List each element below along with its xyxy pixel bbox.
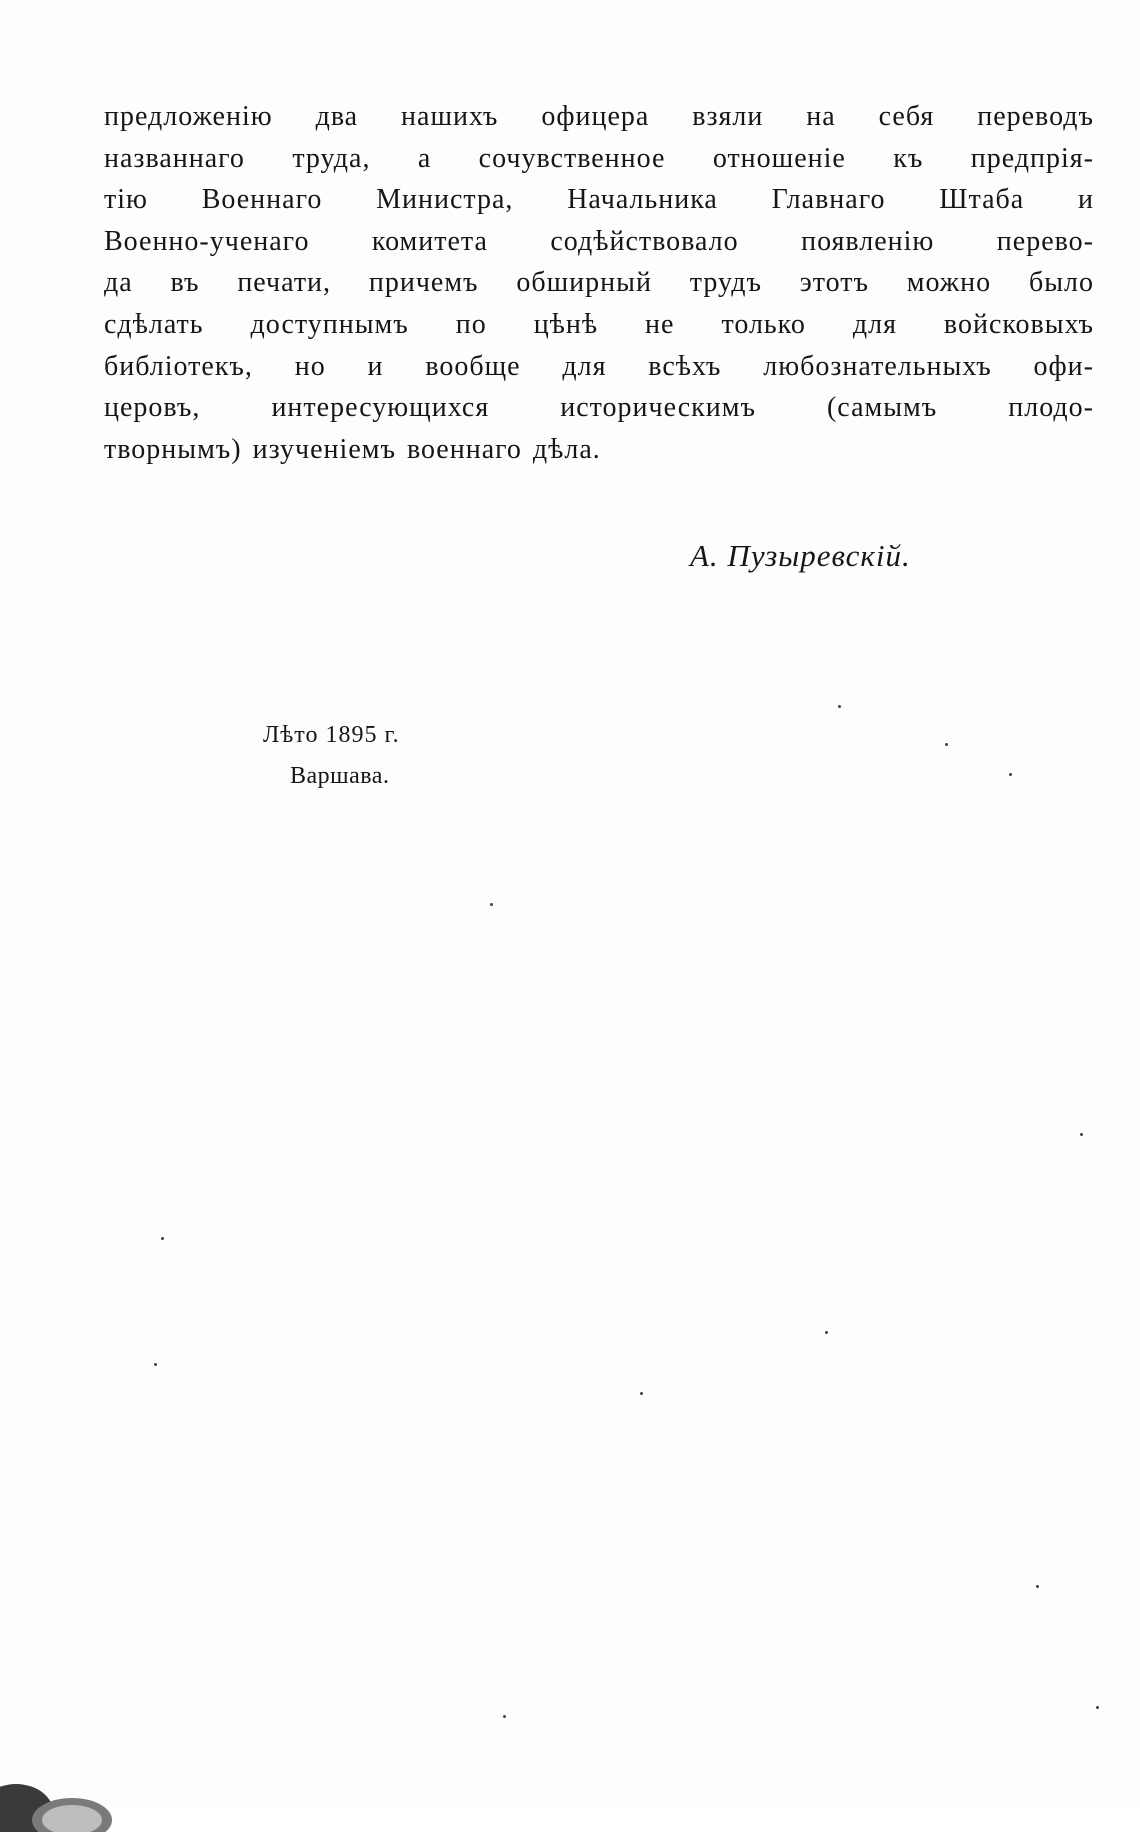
- text-line: библіотекъ, но и вообще для всѣхъ любознательныхъ офи-: [104, 350, 1094, 382]
- date-line: Лѣто 1895 г.: [263, 722, 400, 748]
- text-line: церовъ, интересующихся историческимъ (самымъ плодо-: [104, 392, 1094, 424]
- scan-speck: [1036, 1585, 1039, 1588]
- body-paragraph: [104, 96, 1094, 470]
- page-corner-blot: [0, 1772, 126, 1832]
- scan-speck: [838, 705, 841, 708]
- text-line: сдѣлать доступнымъ по цѣнѣ не только для войсковыхъ: [104, 308, 1094, 340]
- scan-speck: [161, 1237, 164, 1240]
- scan-speck: [1009, 773, 1012, 776]
- text-line: Военно-ученаго комитета содѣйствовало появленію перево-: [104, 225, 1094, 257]
- scan-speck: [1096, 1706, 1099, 1709]
- scan-speck: [154, 1363, 157, 1366]
- scan-speck: [503, 1715, 506, 1718]
- scan-speck: [825, 1331, 828, 1334]
- text-line: названнаго труда, а сочувственное отношеніе къ предпрія-: [104, 142, 1094, 174]
- scan-speck: [1080, 1133, 1083, 1136]
- author-signature: А. Пузыревскій.: [690, 538, 911, 573]
- text-line: тію Военнаго Министра, Начальника Главнаго Штаба и: [104, 184, 1094, 216]
- place-line: Варшава.: [290, 763, 390, 789]
- scan-speck: [640, 1392, 643, 1395]
- text-line: предложенію два нашихъ офицера взяли на себя переводъ: [104, 101, 1094, 132]
- scan-speck: [490, 903, 493, 906]
- text-line: творнымъ) изученіемъ военнаго дѣла.: [104, 433, 601, 465]
- scan-speck: [945, 743, 948, 746]
- text-line: да въ печати, причемъ обширный трудъ этотъ можно было: [104, 267, 1094, 299]
